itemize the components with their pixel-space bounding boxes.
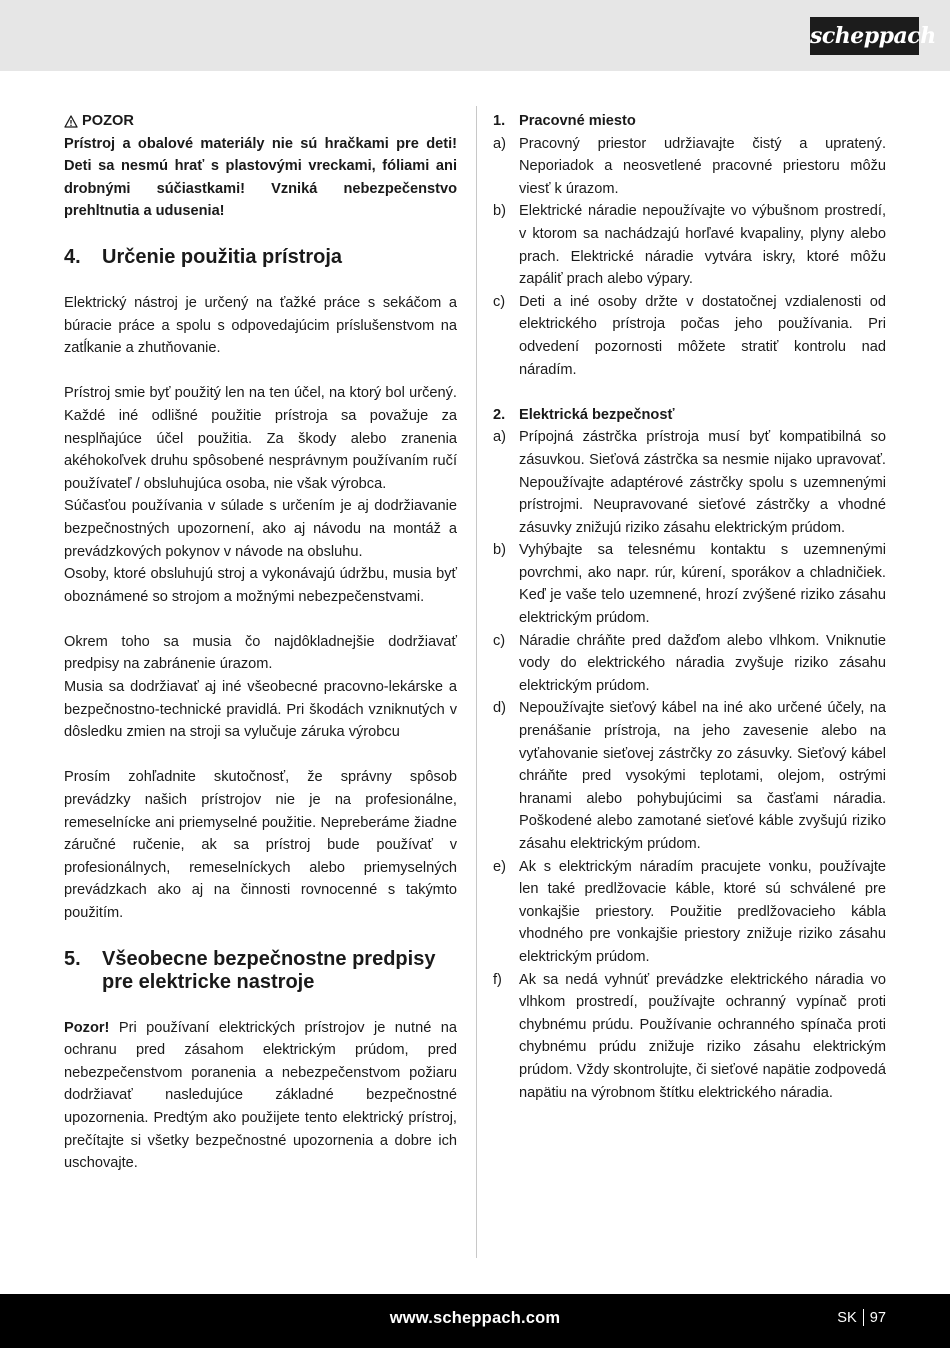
item-text: Nepoužívajte sieťový kábel na iné ako určené účely, na prenášanie prístroja, na jeho zavesenie alebo na vyťahovanie sieťovej zástrčky zo zásuvky. Sieťový kábel chráňte pred vysokými teplotami, olejom, ostrými hranami alebo pohybujúcimi sa časťami náradia. Poškodené alebo zamotané sieťové káble zvyšujú riziko zásahu elektrickým prúdom. xyxy=(519,700,886,852)
attention-label: Pozor! xyxy=(64,1019,110,1036)
subsection-1-list xyxy=(493,133,886,382)
paragraph: Elektrický nástroj je určený na ťažké práce s sekáčom a búracie práce a spolu s odpovedajúcim príslušenstvom na zatĺkanie a zhutňovanie. xyxy=(64,294,457,357)
item-text: Deti a iné osoby držte v dostatočnej vzdialenosti od elektrického prístroja počas jeho používania. Pri odvedení pozornosti môžete stratiť kontrolu nad náradím. xyxy=(519,293,886,378)
list-item xyxy=(493,133,886,201)
language-code: SK xyxy=(837,1309,857,1326)
item-label: b) xyxy=(493,203,506,220)
list-item xyxy=(493,856,886,969)
warning-text: Prístroj a obalové materiály nie sú hračkami pre deti! Deti sa nesmú hrať s plastovými vreckami, fóliami ani drobnými súčiastkami! Vzniká nebezpečenstvo prehltnutia a udusenia! xyxy=(64,135,457,220)
page-footer xyxy=(0,1294,950,1348)
right-column xyxy=(493,110,886,1104)
section-5-number: 5. xyxy=(64,947,81,970)
paragraph: Musia sa dodržiavať aj iné všeobecné pracovno-lekárske a bezpečnostno-technické pravidlá. Pri škodách vzniknutých v dôsledku zmien na stroji sa vylučuje záruka výrobcu xyxy=(64,679,457,741)
paragraph: Prístroj smie byť použitý len na ten účel, na ktorý bol určený. Každé iné odlišné použitie prístroja sa považuje za nesplňajúce účel použitia. Za škody alebo zranenia akéhokoľvek druhu spôsobené nesprávnym používaním ručí používateľ / obsluhujúca osoba, nie však výrobca. xyxy=(64,385,457,492)
paragraph: Okrem toho sa musia čo najdôkladnejšie dodržiavať predpisy na zabránenie úrazom. xyxy=(64,633,457,673)
paragraph: Osoby, ktoré obsluhujú stroj a vykonávajú údržbu, musia byť oboznámené so strojom a možnými nebezpečenstvami. xyxy=(64,566,457,605)
item-text: Ak s elektrickým náradím pracujete vonku, používajte len také predlžovacie káble, ktoré sú schválené pre vonkajšie priestory. Použitie predlžovacieho kábla vhodného pre vonkajšie priestory znižuje riziko zásahu elektrickým prúdom. xyxy=(519,858,886,965)
section-5-title: Všeobecne bezpečnostne predpisy pre elektricke nastroje xyxy=(102,947,436,993)
item-text: Vyhýbajte sa telesnému kontaktu s uzemnenými povrchmi, ako napr. rúr, kúrení, sporákov a chladničiek. Keď je vaše telo uzemnené, hrozí zvýšené riziko zásahu elektrickým prúdom. xyxy=(519,542,886,627)
item-label: e) xyxy=(493,858,506,875)
item-label: b) xyxy=(493,542,506,559)
item-label: c) xyxy=(493,632,506,649)
subsection-1-title: Pracovné miesto xyxy=(519,113,636,129)
paragraph: Prosím zohľadnite skutočnosť, že správny spôsob prevádzky našich prístrojov nie je na profesionálne, remeselnícke ani priemyselné použitie. Nepreberáme žiadne záručné ručenie, ak sa prístroj bude používať v profesionálnych, remeselníckych alebo priemyselných prevádzkach ako aj na činnosti rovnocenné s takýmto použitím. xyxy=(64,769,457,921)
item-label: a) xyxy=(493,429,506,446)
item-label: d) xyxy=(493,700,506,717)
section-5-heading xyxy=(64,948,457,994)
subsection-2-title: Elektrická bezpečnosť xyxy=(519,406,675,423)
warning-heading xyxy=(64,110,457,133)
list-item xyxy=(493,539,886,629)
item-text: Elektrické náradie nepoužívajte vo výbušnom prostredí, v ktorom sa nachádzajú horľavé kvapaliny, plyny alebo prach. Elektrické náradie vytvára iskry, ktoré môžu zapáliť prach alebo výpary. xyxy=(519,203,886,288)
item-label: c) xyxy=(493,293,506,310)
paragraph xyxy=(64,1017,457,1175)
subsection-1-number: 1. xyxy=(493,113,506,129)
page-header xyxy=(0,0,950,71)
list-item xyxy=(493,200,886,290)
list-item xyxy=(493,291,886,381)
attention-text: Pri používaní elektrických prístrojov je nutné na ochranu pred zásahom elektrickým prúdom, pred nebezpečenstvom poranenia a nebezpečenstvom požiaru dodržiavať nasledujúce základné bezpečnostné upozornenia. Predtým ako použijete tento elektrický prístroj, prečítajte si všetky bezpečnostné upozornenia a dobre ich uschovajte. xyxy=(64,1019,457,1172)
brand-logo: scheppach xyxy=(810,17,919,55)
paragraph: Súčasťou používania v súlade s určením je aj dodržiavanie bezpečnostných upozornení, ako aj návodu na montáž a prevádzkových pokynov v návode na obsluhu. xyxy=(64,498,457,560)
list-item xyxy=(493,697,886,855)
item-label: a) xyxy=(493,135,506,152)
left-column xyxy=(64,110,457,1175)
section-4-heading xyxy=(64,246,457,269)
column-divider xyxy=(476,106,477,1258)
website-link[interactable]: www.scheppach.com xyxy=(389,1309,561,1327)
item-text: Ak sa nedá vyhnúť prevádzke elektrického náradia vo vlhkom prostredí, používajte ochranný vypínač proti chybnému prúdu. Používanie ochranného spínača proti chybnému prúdu znižuje riziko zásahu elektrickým prúdom. Vždy skontrolujte, či sieťové napätie zodpovedá napätiu na výrobnom štítku elektrického náradia. xyxy=(519,971,886,1101)
warning-title: POZOR xyxy=(82,113,134,129)
page-indicator xyxy=(837,1309,886,1326)
item-label: f) xyxy=(493,971,502,988)
warning-triangle-icon xyxy=(64,115,78,128)
subsection-2-list xyxy=(493,426,886,1104)
item-text: Prípojná zástrčka prístroja musí byť kompatibilná so zásuvkou. Sieťová zástrčka sa nesmie nijako upravovať. Nepoužívajte adaptérové zástrčky spolu s uzemnenými prístrojmi. Neupravované sieťové zástrčky a vhodné zásuvky znižujú riziko zásahu elektrickým prúdom. xyxy=(519,429,886,536)
subsection-1-heading xyxy=(493,110,886,133)
item-text: Náradie chráňte pred dažďom alebo vlhkom. Vniknutie vody do elektrického náradia zvyšuje riziko zásahu elektrickým prúdom. xyxy=(519,632,886,694)
page-number: 97 xyxy=(869,1309,886,1326)
list-item xyxy=(493,630,886,698)
section-4-title: Určenie použitia prístroja xyxy=(102,245,343,268)
list-item xyxy=(493,426,886,539)
separator xyxy=(863,1309,864,1326)
item-text: Pracovný priestor udržiavajte čistý a upratený. Neporiadok a neosvetlené pracovné priestoru môžu viesť k úrazom. xyxy=(519,135,886,197)
section-4-number: 4. xyxy=(64,245,81,268)
subsection-2-heading xyxy=(493,404,886,427)
subsection-2-number: 2. xyxy=(493,406,506,423)
list-item xyxy=(493,969,886,1105)
